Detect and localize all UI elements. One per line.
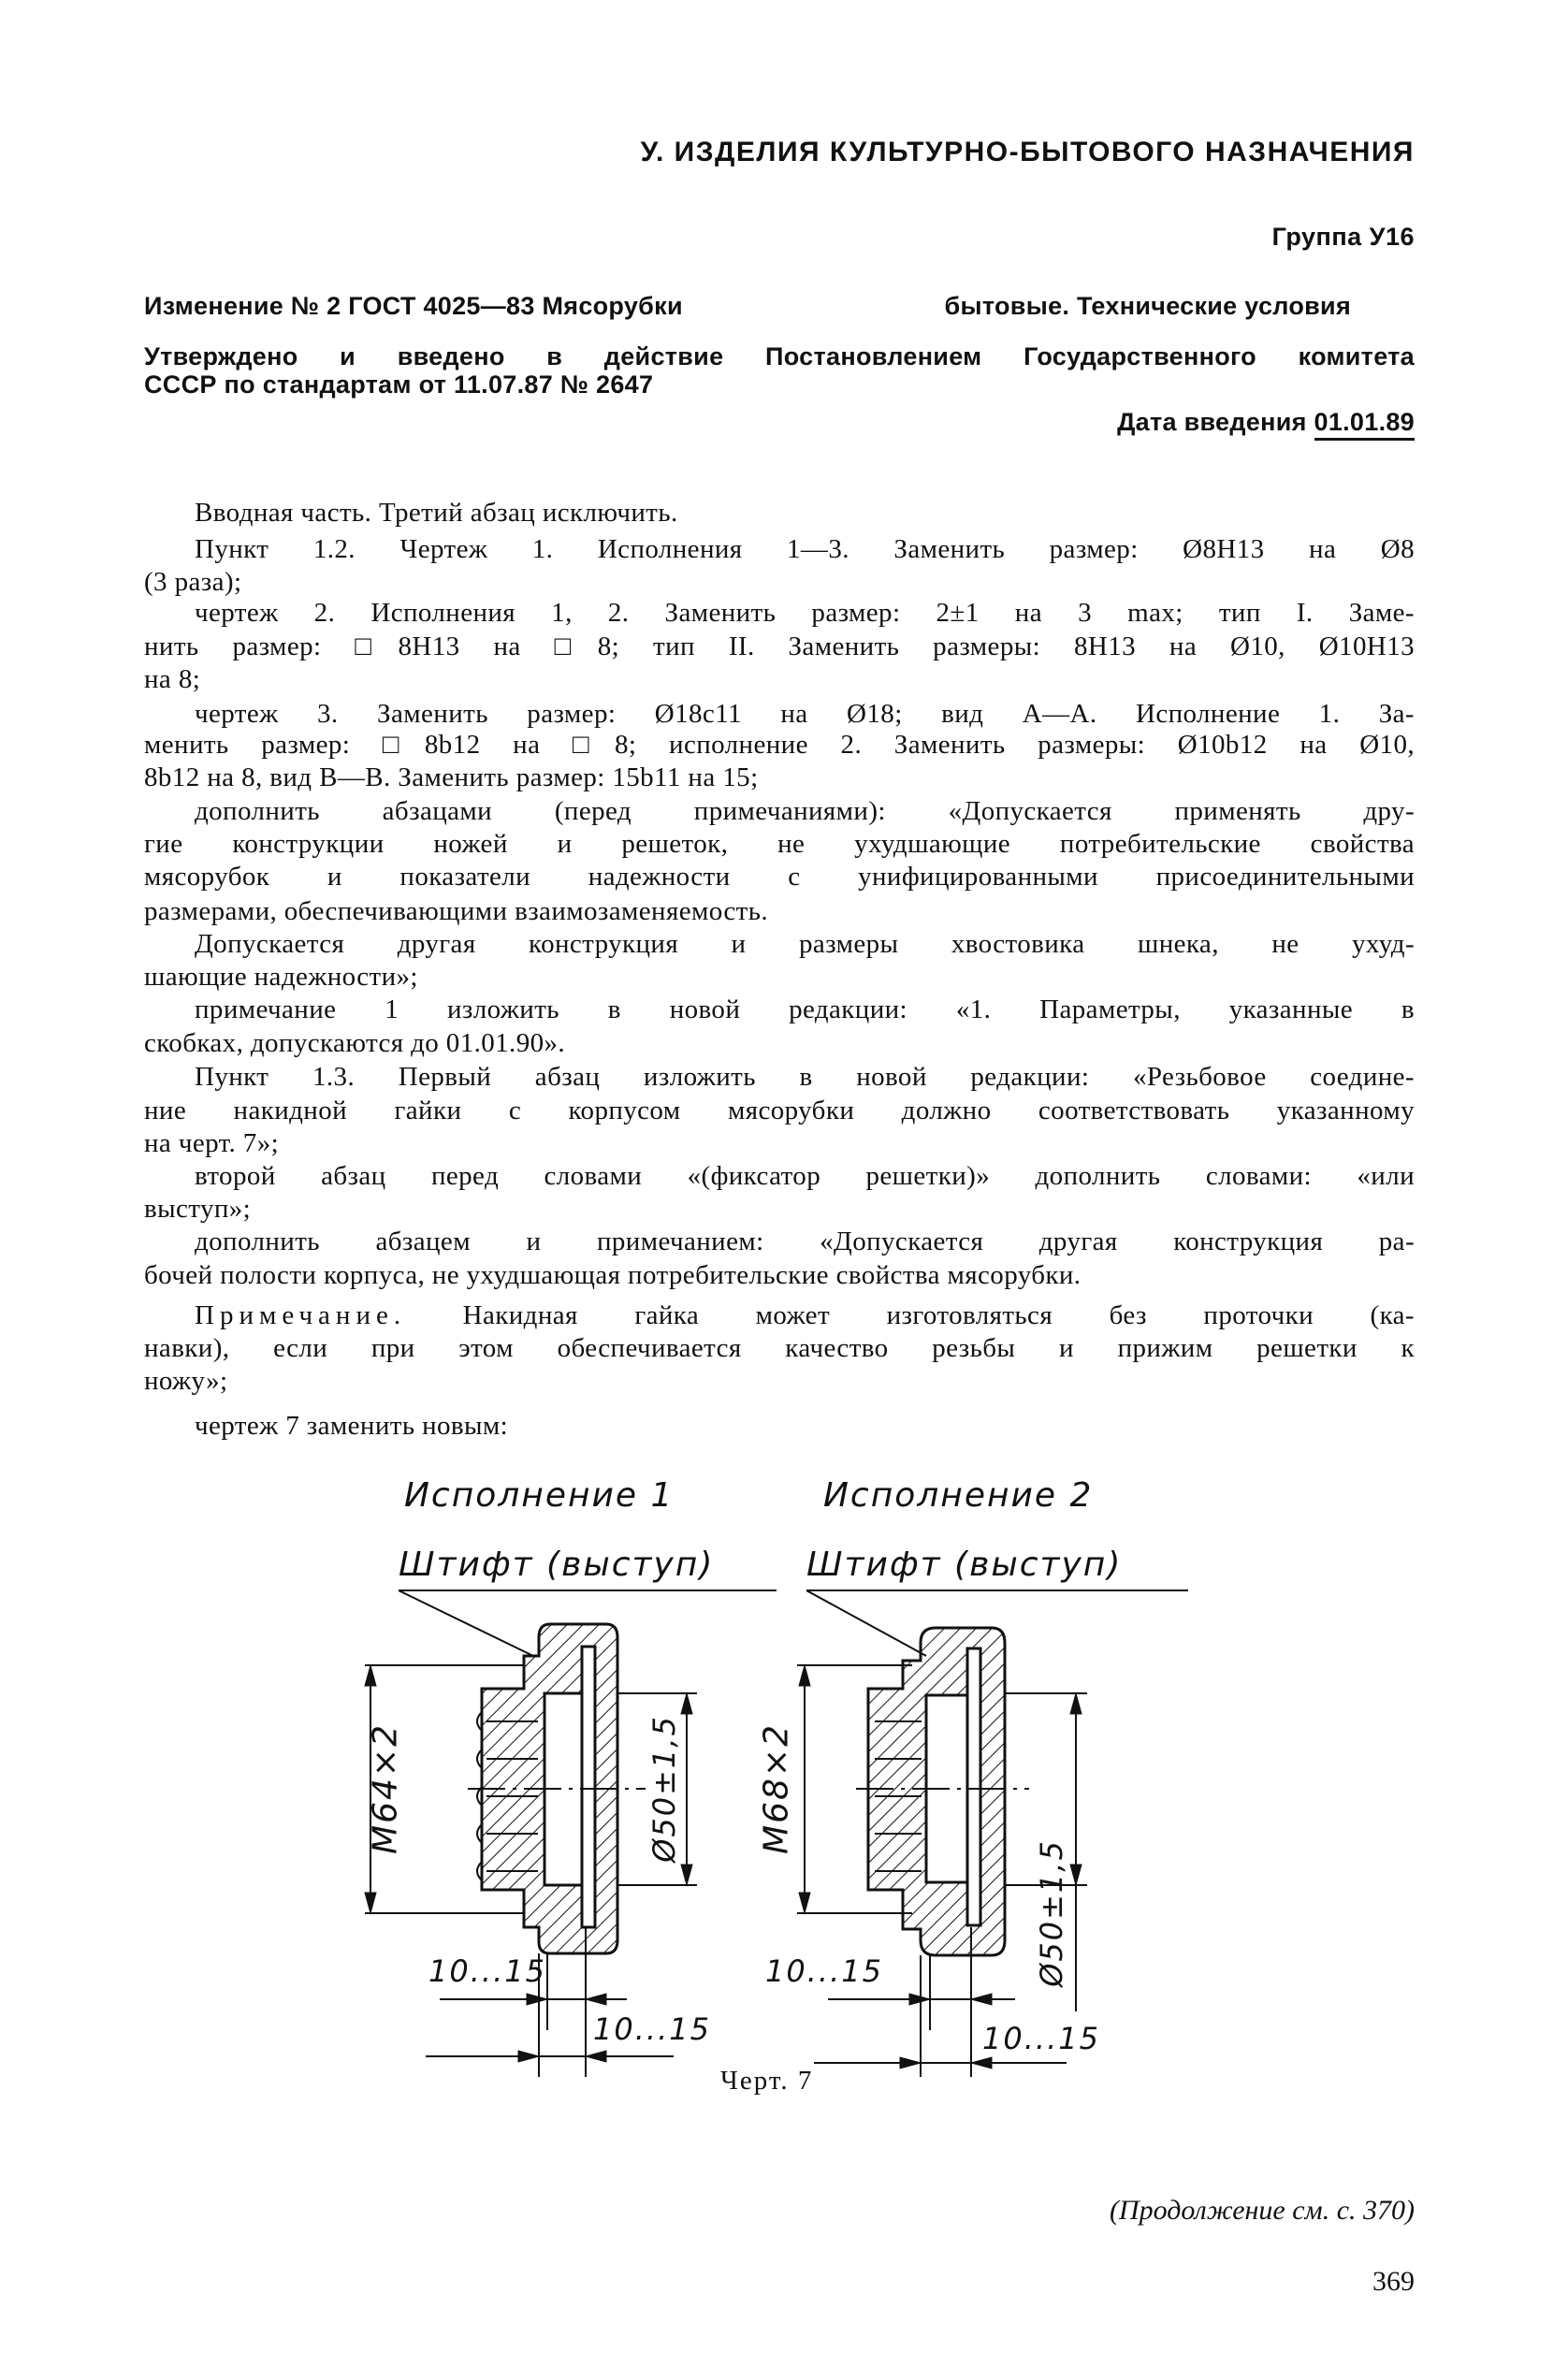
body-line-text: выступ»; [144,1194,252,1224]
pin-label-2: Штифт (выступ) [806,1546,1123,1584]
body-line-text: Накидная гайка может изготовляться без проточки (ка- [462,1300,1415,1330]
page-number: 369 [1372,2266,1415,2297]
body-line-text: бочей полости корпуса, не ухудшающая потребительские свойства мясорубки. [144,1260,1082,1290]
pin-label-1: Штифт (выступ) [399,1546,715,1584]
body-line-text: на черт. 7»; [144,1128,280,1158]
variant-2-title: Исполнение 2 [823,1476,1094,1515]
body-line-text: шающие надежности»; [144,962,418,992]
continuation-note: (Продолжение см. с. 370) [1109,2195,1415,2226]
body-line-text: второй абзац перед словами «(фиксатор решетки)» дополнить словами: «или [195,1161,1415,1191]
body-line-text: ножу»; [144,1366,228,1396]
dim-a-label-2: 10...15 [765,1953,883,1989]
body-line-text: дополнить абзацами (перед примечаниями): «Допускается применять дру- [195,796,1415,826]
body-line-text: примечание 1 изложить в новой редакции: «1. Параметры, указанные в [195,994,1415,1024]
body-line-text: на 8; [144,664,201,694]
body-line-text: 8b12 на 8, вид В—В. Заменить размер: 15b11 на 15; [144,762,759,792]
body-line-text: ние накидной гайки с корпусом мясорубки должно соответствовать указанному [144,1096,1415,1125]
body-line-text: чертеж 7 заменить новым: [195,1411,509,1441]
diameter-label-1: Ø50±1,5 [646,1715,682,1863]
body-line-text: скобках, допускаются до 01.01.90». [144,1028,566,1058]
figure-caption: Черт. 7 [720,2066,814,2096]
approval-line-2: СССР по стандартам от 11.07.87 № 2647 [144,370,654,399]
body-line-text: нить размер: □8H13 на □8; тип II. Заменить размеры: 8H13 на Ø10, Ø10H13 [144,631,1415,661]
body-line-text: мясорубок и показатели надежности с унифицированными присоединительными [144,862,1415,892]
body-line-text: Допускается другая конструкция и размеры хвостовика шнека, не ухуд- [195,929,1415,959]
body-line-text: Вводная часть. Третий абзац исключить. [195,498,678,528]
body-line-text: менить размер: □8b12 на □8; исполнение 2. Заменить размеры: Ø10b12 на Ø10, [144,730,1415,760]
date-label: Дата введения [1117,408,1307,436]
date-value: 01.01.89 [1314,408,1416,441]
variant-1-title: Исполнение 1 [404,1476,675,1515]
group-label: Группа У16 [1271,223,1415,251]
body-line-text: навки), если при этом обеспечивается качество резьбы и прижим решетки к [144,1333,1415,1363]
body-line-text: дополнить абзацем и примечанием: «Допускается другая конструкция ра- [195,1227,1415,1256]
dim-b-label-1: 10...15 [593,2011,711,2047]
body-line-text: чертеж 2. Исполнения 1, 2. Заменить размер: 2±1 на 3 max; тип I. Заме- [195,598,1415,628]
dim-a-label-1: 10...15 [428,1953,546,1989]
diameter-label-2: Ø50±1,5 [1034,1839,1069,1987]
change-heading-right: бытовые. Технические условия [944,292,1351,320]
approval-line-1: Утверждено и введено в действие Постановлением Государственного комитета [144,342,1415,370]
dim-b-label-2: 10...15 [982,2021,1100,2056]
body-line-text: размерами, обеспечивающими взаимозаменяемость. [144,896,768,926]
thread-label-1: M64×2 [366,1723,405,1854]
thread-label-2: M68×2 [757,1723,796,1854]
change-heading-left: Изменение № 2 ГОСТ 4025—83 Мясорубки [144,292,683,320]
body-line-text: гие конструкции ножей и решеток, не ухудшающие потребительские свойства [144,829,1415,859]
body-line-text: чертеж 3. Заменить размер: Ø18c11 на Ø18; вид А—А. Исполнение 1. За- [195,699,1415,729]
body-line-text: Пункт 1.3. Первый абзац изложить в новой редакции: «Резьбовое соедине- [195,1062,1415,1092]
body-line-text: Пункт 1.2. Чертеж 1. Исполнения 1—3. Заменить размер: Ø8H13 на Ø8 [195,534,1415,564]
body-line-text: (3 раза); [144,567,242,597]
section-title: У. ИЗДЕЛИЯ КУЛЬТУРНО-БЫТОВОГО НАЗНАЧЕНИЯ [640,137,1415,167]
note-label: Примечание. [195,1300,407,1330]
